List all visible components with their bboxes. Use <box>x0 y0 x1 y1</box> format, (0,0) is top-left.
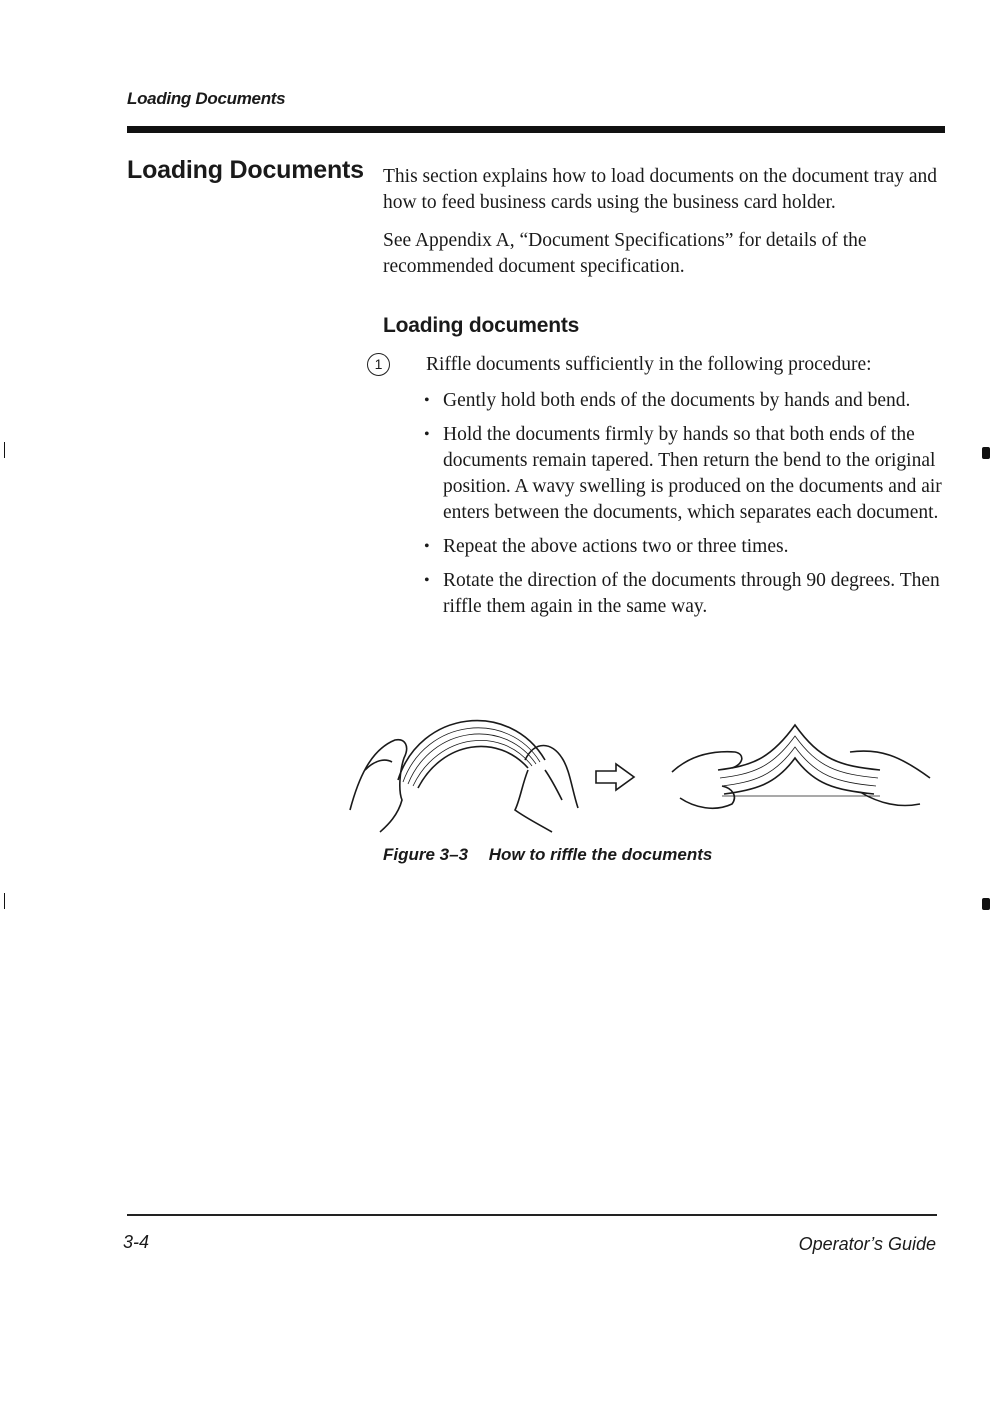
bullet-icon: • <box>424 538 430 555</box>
riffle-figure <box>340 700 940 835</box>
body-column <box>374 164 948 628</box>
bullet-item: • Gently hold both ends of the documents by hands and bend. <box>383 388 948 414</box>
subheading: Loading documents <box>383 314 580 337</box>
figure-label: Figure 3–3 <box>383 845 469 864</box>
scan-mark <box>4 442 5 458</box>
guide-title: Operator’s Guide <box>798 1234 936 1254</box>
step-number-badge: 1 <box>367 353 390 376</box>
footer-rule <box>127 1214 937 1216</box>
figure-caption <box>383 845 712 865</box>
arrow-right-icon <box>596 764 634 790</box>
bullet-item: • Rotate the direction of the documents through 90 degrees. Then riffle them again in the same way. <box>424 570 940 617</box>
intro-paragraph-1: This section explains how to load documents on the document tray and how to feed business cards using the business card holder. <box>383 166 938 213</box>
step-text: Riffle documents sufficiently in the following procedure: <box>426 354 872 375</box>
bullet-icon: • <box>424 392 430 409</box>
section-title: Loading Documents <box>127 156 364 184</box>
bullet-icon: • <box>424 426 430 443</box>
bent-documents-illustration <box>350 721 578 832</box>
page-number: 3-4 <box>123 1232 150 1252</box>
bullet-list <box>383 388 948 620</box>
bullet-item: • Repeat the above actions two or three times. <box>383 534 948 560</box>
intro-paragraph-2: See Appendix A, “Document Specifications” for details of the recommended document specification. <box>383 230 867 277</box>
bullet-item: • Hold the documents firmly by hands so that both ends of the documents remain tapered. Then return the bend to the original position. A wavy swelling is produced on the documents and air enters between the documents, which separates each document. <box>424 424 942 523</box>
figure-caption-text: How to riffle the documents <box>488 845 713 864</box>
scan-mark <box>982 447 990 459</box>
scan-mark <box>982 898 990 910</box>
running-header: Loading Documents <box>127 89 286 108</box>
step-1 <box>374 352 948 378</box>
header-rule <box>127 126 945 133</box>
scan-mark <box>4 893 5 909</box>
riffled-documents-illustration <box>672 725 930 808</box>
bullet-icon: • <box>424 572 430 589</box>
